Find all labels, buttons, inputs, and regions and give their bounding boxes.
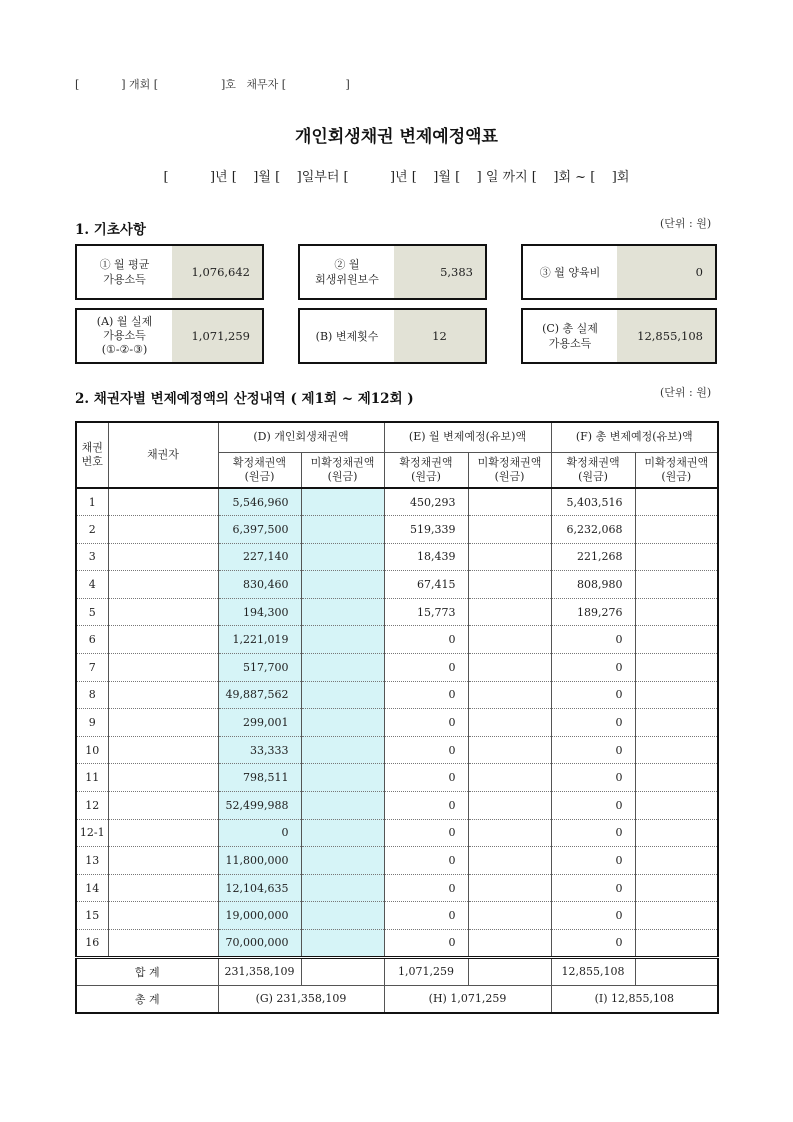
header-e-unconfirmed-line1: 미확정채권액	[477, 455, 542, 469]
header-e-confirmed-line2: (원금)	[411, 469, 441, 483]
row-d-confirmed: 194,300	[218, 598, 301, 626]
row-creditor-name	[108, 819, 218, 847]
header-creditor-no	[76, 422, 108, 488]
row-e-unconfirmed	[468, 516, 551, 544]
table-row	[76, 598, 718, 626]
row-creditor-no: 12-1	[76, 819, 108, 847]
row-e-confirmed: 0	[384, 847, 468, 875]
avg-income-box	[75, 244, 264, 300]
row-f-unconfirmed	[635, 819, 718, 847]
table-row	[76, 847, 718, 875]
table-row	[76, 902, 718, 930]
total-income-label-line2: 가용소득	[548, 337, 592, 350]
row-f-confirmed: 0	[551, 792, 635, 820]
header-d-unconfirmed	[301, 452, 384, 488]
row-creditor-name	[108, 736, 218, 764]
row-d-unconfirmed	[301, 488, 384, 516]
row-creditor-name	[108, 598, 218, 626]
row-creditor-name	[108, 709, 218, 737]
header-d-unconfirmed-line2: (원금)	[327, 469, 358, 483]
trustee-fee-label-line1: ② 월	[334, 258, 360, 271]
row-d-confirmed: 70,000,000	[218, 930, 301, 958]
row-f-unconfirmed	[635, 488, 718, 516]
table-row	[76, 736, 718, 764]
row-creditor-name	[108, 847, 218, 875]
row-d-unconfirmed	[301, 709, 384, 737]
row-e-confirmed: 519,339	[384, 516, 468, 544]
table-row	[76, 543, 718, 571]
payment-period-line: [ ]년 [ ]월 [ ]일부터 [ ]년 [ ]월 [ ] 일 까지 [ ]회 ~ [ ]회	[163, 170, 630, 185]
row-creditor-no: 11	[76, 764, 108, 792]
row-d-confirmed: 5,546,960	[218, 488, 301, 516]
row-f-unconfirmed	[635, 654, 718, 682]
row-creditor-name	[108, 874, 218, 902]
row-e-unconfirmed	[468, 488, 551, 516]
row-f-confirmed: 221,268	[551, 543, 635, 571]
row-f-confirmed: 0	[551, 736, 635, 764]
row-e-unconfirmed	[468, 598, 551, 626]
total-income-box	[521, 308, 717, 364]
row-creditor-name	[108, 764, 218, 792]
table-row	[76, 930, 718, 958]
sum-row	[76, 957, 718, 985]
row-creditor-no: 13	[76, 847, 108, 875]
row-d-unconfirmed	[301, 930, 384, 958]
row-e-unconfirmed	[468, 902, 551, 930]
header-d-confirmed-line1: 확정채권액	[232, 455, 287, 469]
row-creditor-no: 4	[76, 571, 108, 599]
sum-d-value: 231,358,109	[218, 957, 301, 985]
row-d-confirmed: 299,001	[218, 709, 301, 737]
row-e-confirmed: 18,439	[384, 543, 468, 571]
row-d-unconfirmed	[301, 792, 384, 820]
row-f-confirmed: 0	[551, 847, 635, 875]
section1-unit: (단위 : 원)	[660, 217, 712, 230]
row-d-confirmed: 33,333	[218, 736, 301, 764]
row-creditor-no: 2	[76, 516, 108, 544]
sum-f-value: 12,855,108	[551, 957, 635, 985]
row-creditor-name	[108, 902, 218, 930]
row-e-confirmed: 67,415	[384, 571, 468, 599]
header-e-unconfirmed	[468, 452, 551, 488]
row-creditor-name	[108, 626, 218, 654]
sum-label: 합 계	[76, 957, 218, 985]
trustee-fee-value: 5,383	[394, 246, 485, 298]
row-e-unconfirmed	[468, 681, 551, 709]
grand-total-h: (H) 1,071,259	[384, 985, 551, 1013]
header-f-group: (F) 총 변제예정(유보)액	[551, 422, 718, 452]
row-f-confirmed: 808,980	[551, 571, 635, 599]
sum-e-value: 1,071,259	[384, 957, 468, 985]
avg-income-label-line2: 가용소득	[103, 273, 146, 286]
header-e-group: (E) 월 변제예정(유보)액	[384, 422, 551, 452]
row-d-confirmed: 11,800,000	[218, 847, 301, 875]
row-d-unconfirmed	[301, 736, 384, 764]
actual-income-box	[75, 308, 264, 364]
trustee-fee-box	[298, 244, 487, 300]
table-body	[76, 488, 718, 957]
table-row	[76, 709, 718, 737]
row-creditor-name	[108, 681, 218, 709]
row-creditor-no: 3	[76, 543, 108, 571]
row-creditor-no: 12	[76, 792, 108, 820]
row-e-unconfirmed	[468, 847, 551, 875]
table-row	[76, 792, 718, 820]
row-e-confirmed: 0	[384, 654, 468, 682]
row-creditor-name	[108, 930, 218, 958]
header-f-unconfirmed-line2: (원금)	[661, 469, 692, 483]
row-d-unconfirmed	[301, 847, 384, 875]
row-creditor-name	[108, 792, 218, 820]
row-creditor-name	[108, 654, 218, 682]
row-e-confirmed: 0	[384, 709, 468, 737]
row-d-unconfirmed	[301, 598, 384, 626]
header-d-unconfirmed-line1: 미확정채권액	[310, 455, 375, 469]
row-f-confirmed: 0	[551, 654, 635, 682]
table-row	[76, 571, 718, 599]
actual-income-label-line1: (A) 월 실제	[96, 315, 153, 328]
header-e-confirmed	[384, 452, 468, 488]
row-creditor-no: 8	[76, 681, 108, 709]
row-d-unconfirmed	[301, 819, 384, 847]
support-label: ③ 월 양육비	[539, 265, 601, 279]
row-d-unconfirmed	[301, 654, 384, 682]
section2-unit: (단위 : 원)	[660, 386, 712, 399]
trustee-fee-label	[300, 246, 394, 298]
row-d-unconfirmed	[301, 571, 384, 599]
row-e-unconfirmed	[468, 764, 551, 792]
row-f-confirmed: 0	[551, 764, 635, 792]
row-e-confirmed: 0	[384, 902, 468, 930]
row-d-confirmed: 798,511	[218, 764, 301, 792]
row-e-unconfirmed	[468, 930, 551, 958]
row-f-confirmed: 5,403,516	[551, 488, 635, 516]
row-e-unconfirmed	[468, 819, 551, 847]
row-f-confirmed: 0	[551, 681, 635, 709]
row-f-unconfirmed	[635, 598, 718, 626]
table-row	[76, 488, 718, 516]
row-d-unconfirmed	[301, 902, 384, 930]
row-e-unconfirmed	[468, 654, 551, 682]
payment-count-label: (B) 변제횟수	[315, 329, 379, 343]
header-d-group: (D) 개인회생채권액	[218, 422, 384, 452]
repayment-table	[75, 421, 719, 1014]
row-creditor-no: 6	[76, 626, 108, 654]
row-f-unconfirmed	[635, 571, 718, 599]
table-row	[76, 819, 718, 847]
row-f-unconfirmed	[635, 681, 718, 709]
row-f-confirmed: 0	[551, 902, 635, 930]
row-d-confirmed: 517,700	[218, 654, 301, 682]
row-f-confirmed: 0	[551, 930, 635, 958]
row-creditor-name	[108, 543, 218, 571]
total-income-value: 12,855,108	[617, 310, 715, 362]
row-f-unconfirmed	[635, 516, 718, 544]
support-value: 0	[617, 246, 715, 298]
total-income-label-line1: (C) 총 실제	[542, 322, 598, 335]
trustee-fee-label-line2: 회생위원보수	[315, 273, 379, 286]
row-creditor-no: 9	[76, 709, 108, 737]
row-d-confirmed: 227,140	[218, 543, 301, 571]
row-e-unconfirmed	[468, 571, 551, 599]
header-f-confirmed-line1: 확정채권액	[566, 455, 620, 469]
row-e-unconfirmed	[468, 709, 551, 737]
table-row	[76, 654, 718, 682]
header-d-confirmed	[218, 452, 301, 488]
row-d-confirmed: 1,221,019	[218, 626, 301, 654]
row-creditor-name	[108, 571, 218, 599]
row-creditor-no: 15	[76, 902, 108, 930]
row-creditor-no: 1	[76, 488, 108, 516]
table-row	[76, 874, 718, 902]
row-e-unconfirmed	[468, 736, 551, 764]
sum-f-unconfirmed	[635, 957, 718, 985]
row-d-unconfirmed	[301, 681, 384, 709]
row-e-confirmed: 0	[384, 930, 468, 958]
header-no-line2: 번호	[81, 455, 103, 468]
table-row	[76, 764, 718, 792]
avg-income-label	[77, 246, 172, 298]
row-f-unconfirmed	[635, 902, 718, 930]
row-d-confirmed: 830,460	[218, 571, 301, 599]
page-title: 개인회생채권 변제예정액표	[295, 127, 498, 147]
grand-total-g: (G) 231,358,109	[218, 985, 384, 1013]
row-f-confirmed: 189,276	[551, 598, 635, 626]
sum-d-unconfirmed	[301, 957, 384, 985]
row-d-unconfirmed	[301, 543, 384, 571]
row-e-confirmed: 0	[384, 626, 468, 654]
row-f-unconfirmed	[635, 930, 718, 958]
row-e-confirmed: 15,773	[384, 598, 468, 626]
payment-count-value: 12	[394, 310, 485, 362]
row-f-unconfirmed	[635, 543, 718, 571]
row-d-unconfirmed	[301, 874, 384, 902]
avg-income-value: 1,076,642	[172, 246, 262, 298]
case-info-line: [ ] 개회 [ ]호 채무자 [ ]	[75, 78, 350, 91]
row-f-unconfirmed	[635, 709, 718, 737]
row-e-confirmed: 0	[384, 792, 468, 820]
header-no-line1: 채권	[81, 441, 103, 454]
row-d-unconfirmed	[301, 516, 384, 544]
row-e-confirmed: 0	[384, 764, 468, 792]
row-d-unconfirmed	[301, 764, 384, 792]
row-f-confirmed: 0	[551, 819, 635, 847]
grand-total-i: (I) 12,855,108	[551, 985, 718, 1013]
row-f-unconfirmed	[635, 792, 718, 820]
table-row	[76, 516, 718, 544]
row-f-unconfirmed	[635, 736, 718, 764]
header-f-unconfirmed-line1: 미확정채권액	[644, 455, 709, 469]
avg-income-label-line1: ① 월 평균	[99, 258, 150, 271]
support-box	[521, 244, 717, 300]
header-f-unconfirmed	[635, 452, 718, 488]
row-f-confirmed: 0	[551, 626, 635, 654]
payment-count-box	[298, 308, 487, 364]
header-creditor: 채권자	[108, 422, 218, 488]
total-income-label	[523, 310, 617, 362]
row-creditor-no: 14	[76, 874, 108, 902]
row-f-unconfirmed	[635, 764, 718, 792]
row-d-confirmed: 0	[218, 819, 301, 847]
row-d-confirmed: 52,499,988	[218, 792, 301, 820]
grand-total-label: 총 계	[76, 985, 218, 1013]
row-d-confirmed: 6,397,500	[218, 516, 301, 544]
row-f-confirmed: 0	[551, 874, 635, 902]
actual-income-label-line3: (①-②-③)	[101, 343, 148, 356]
row-f-unconfirmed	[635, 847, 718, 875]
row-e-confirmed: 0	[384, 819, 468, 847]
table-row	[76, 681, 718, 709]
row-d-unconfirmed	[301, 626, 384, 654]
header-e-confirmed-line1: 확정채권액	[399, 455, 453, 469]
row-creditor-no: 10	[76, 736, 108, 764]
row-e-confirmed: 0	[384, 874, 468, 902]
actual-income-label	[77, 310, 172, 362]
row-e-unconfirmed	[468, 626, 551, 654]
row-creditor-no: 16	[76, 930, 108, 958]
row-creditor-name	[108, 516, 218, 544]
sum-e-unconfirmed	[468, 957, 551, 985]
section2-title: 2. 채권자별 변제예정액의 산정내역 ( 제1회 ~ 제12회 )	[75, 391, 414, 407]
row-d-confirmed: 12,104,635	[218, 874, 301, 902]
row-f-unconfirmed	[635, 626, 718, 654]
row-e-unconfirmed	[468, 543, 551, 571]
row-e-confirmed: 0	[384, 736, 468, 764]
row-f-confirmed: 6,232,068	[551, 516, 635, 544]
actual-income-label-line2: 가용소득	[103, 329, 146, 342]
row-e-confirmed: 0	[384, 681, 468, 709]
row-d-confirmed: 49,887,562	[218, 681, 301, 709]
header-e-unconfirmed-line2: (원금)	[494, 469, 525, 483]
row-creditor-no: 5	[76, 598, 108, 626]
header-f-confirmed	[551, 452, 635, 488]
row-d-confirmed: 19,000,000	[218, 902, 301, 930]
row-e-confirmed: 450,293	[384, 488, 468, 516]
row-f-confirmed: 0	[551, 709, 635, 737]
header-d-confirmed-line2: (원금)	[244, 469, 275, 483]
row-f-unconfirmed	[635, 874, 718, 902]
row-e-unconfirmed	[468, 792, 551, 820]
row-creditor-no: 7	[76, 654, 108, 682]
header-f-confirmed-line2: (원금)	[578, 469, 608, 483]
row-creditor-name	[108, 488, 218, 516]
section1-title: 1. 기초사항	[75, 222, 146, 238]
actual-income-value: 1,071,259	[172, 310, 262, 362]
table-row	[76, 626, 718, 654]
grand-total-row	[76, 985, 718, 1013]
row-e-unconfirmed	[468, 874, 551, 902]
